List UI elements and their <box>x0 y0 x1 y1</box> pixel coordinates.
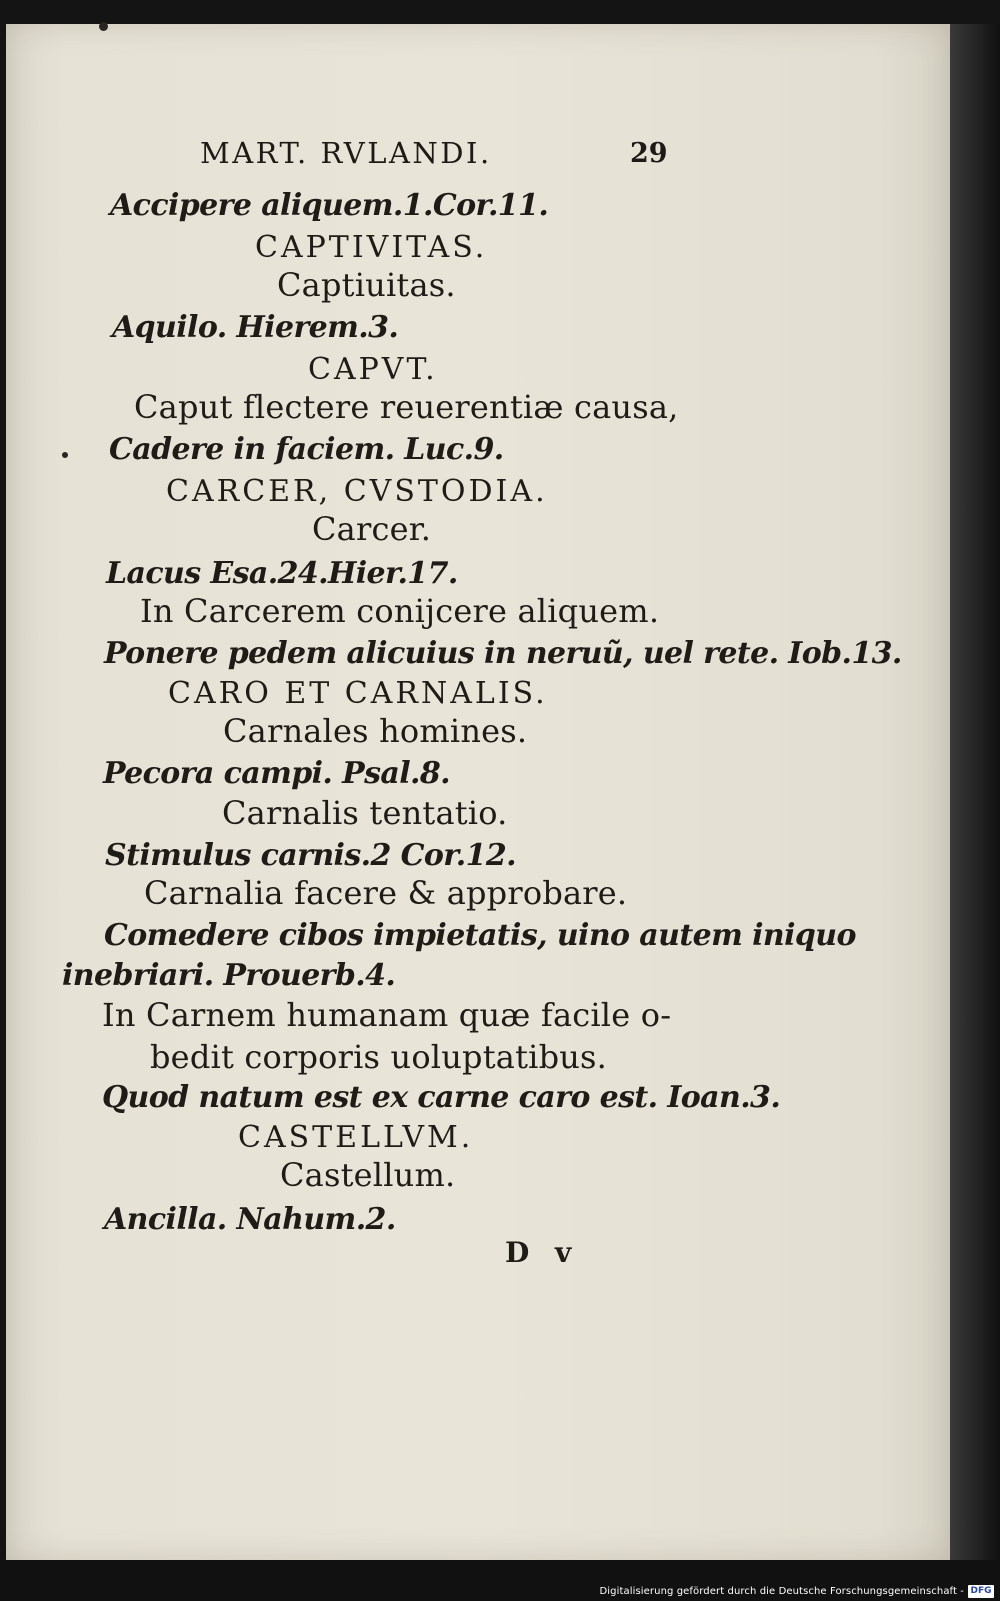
text-line: CARO ET CARNALIS. <box>168 676 548 711</box>
page-header <box>200 136 670 176</box>
text-line: Carnalia facere & approbare. <box>144 874 628 912</box>
text-line: Lacus Esa.24.Hier.17. <box>106 556 458 591</box>
text-line: CASTELLVM. <box>238 1120 474 1155</box>
text-line: Caput flectere reuerentiæ causa, <box>134 388 679 426</box>
text-line: Ponere pedem alicuius in neruũ, uel rete. Iob.13. <box>104 636 902 671</box>
dfg-logo: DFG <box>968 1585 994 1598</box>
text-line: bedit corporis uoluptatibus. <box>150 1038 608 1076</box>
signature-mark: D v <box>505 1236 580 1269</box>
book-edge <box>950 24 1000 1560</box>
text-line: In Carcerem conijcere aliquem. <box>140 592 660 630</box>
text-line: Ancilla. Nahum.2. <box>104 1202 396 1237</box>
text-line: Carcer. <box>312 510 432 548</box>
text-line: Castellum. <box>280 1156 456 1194</box>
text-line: Carnales homines. <box>223 712 528 750</box>
text-line: Captiuitas. <box>277 266 456 304</box>
ink-dot-top <box>99 22 108 31</box>
ink-dot-margin <box>62 452 68 458</box>
text-line: CAPTIVITAS. <box>255 230 488 265</box>
footer-band <box>0 1560 1000 1601</box>
text-line: Carnalis tentatio. <box>222 794 508 832</box>
text-line: Aquilo. Hierem.3. <box>112 310 399 345</box>
text-line: Accipere aliquem.1.Cor.11. <box>110 188 549 223</box>
text-line: Cadere in faciem. Luc.9. <box>109 432 504 467</box>
text-line: inebriari. Prouerb.4. <box>62 958 396 993</box>
text-line: Quod natum est ex carne caro est. Ioan.3. <box>102 1080 781 1115</box>
digitization-credit: Digitalisierung gefördert durch die Deutsche Forschungsgemeinschaft - <box>599 1586 964 1597</box>
page-number: 29 <box>630 138 668 169</box>
text-line: CARCER, CVSTODIA. <box>166 474 548 509</box>
text-line: In Carnem humanam quæ facile o- <box>102 996 672 1034</box>
text-line: Stimulus carnis.2 Cor.12. <box>105 838 516 873</box>
running-title: MART. RVLANDI. <box>200 136 492 170</box>
text-line: Pecora campi. Psal.8. <box>103 756 450 791</box>
text-line: Comedere cibos impietatis, uino autem iniquo <box>104 918 856 953</box>
text-line: CAPVT. <box>308 352 438 387</box>
